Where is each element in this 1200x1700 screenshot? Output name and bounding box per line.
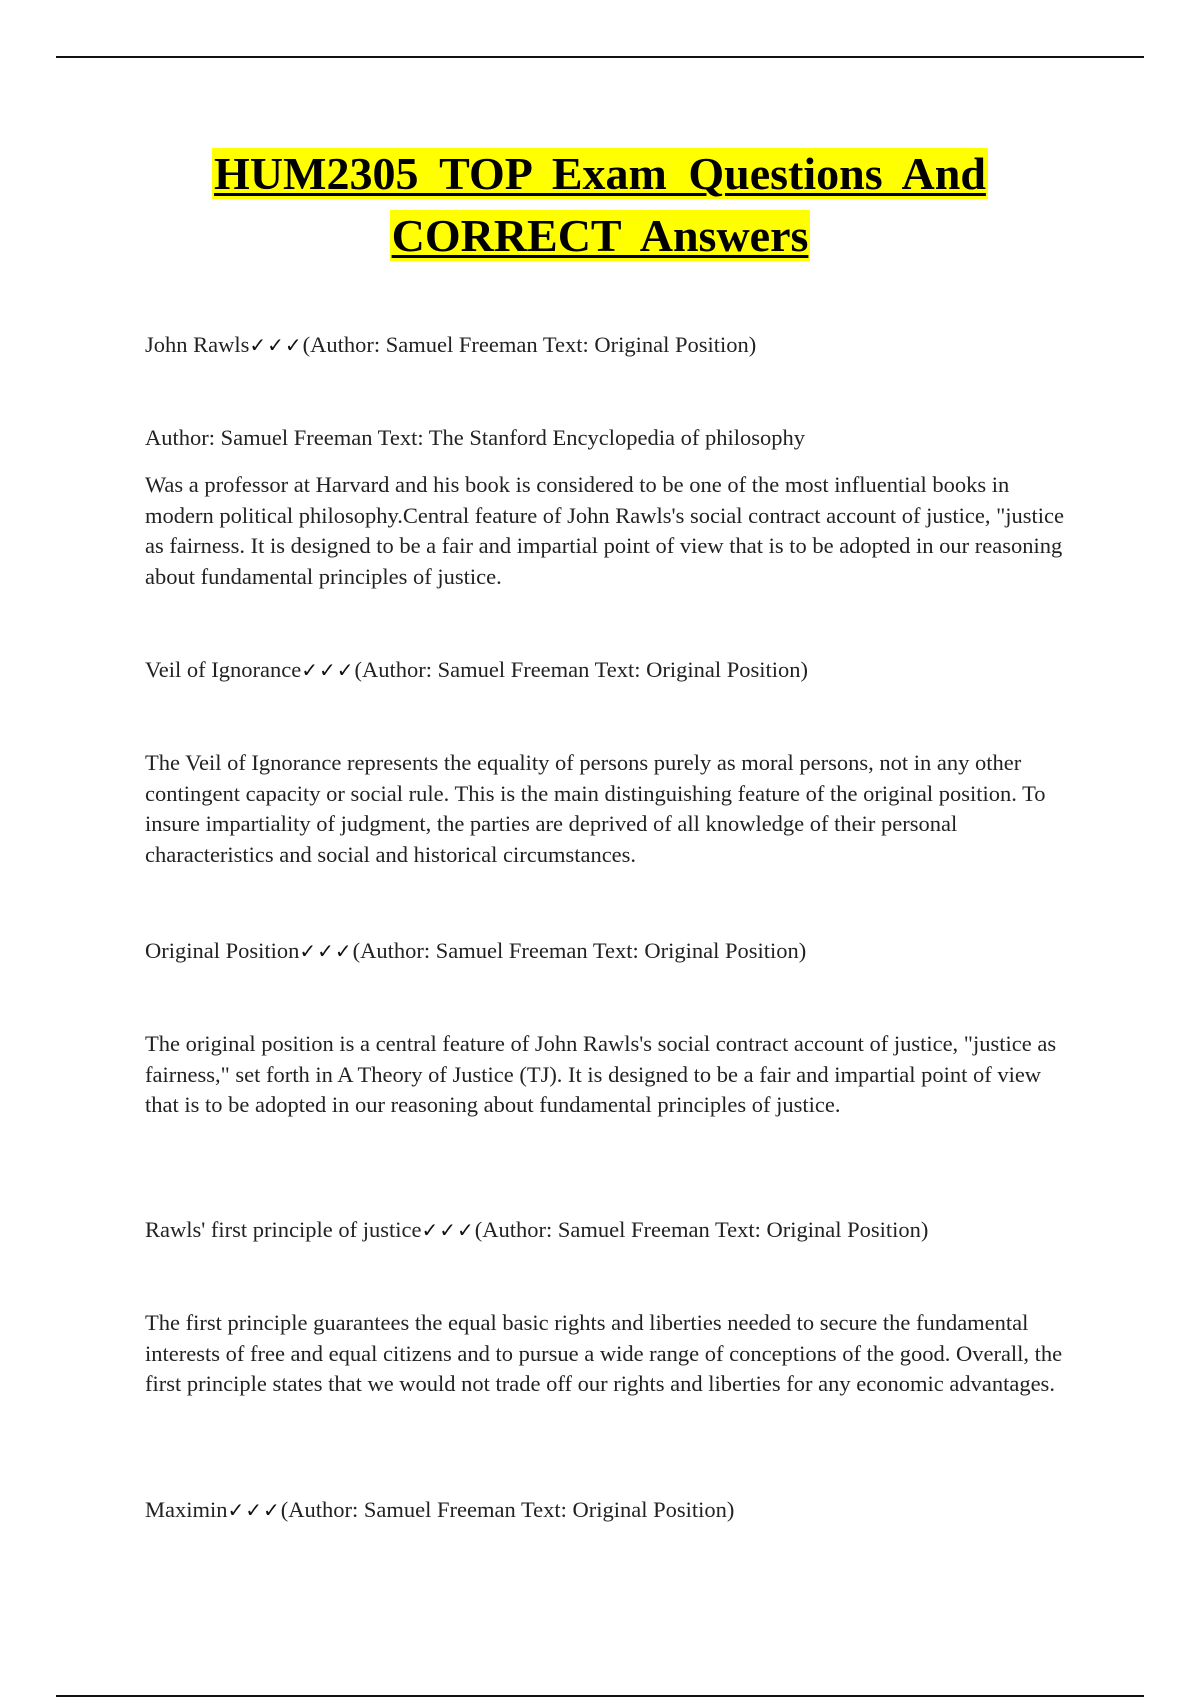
top-rule [56,56,1144,58]
question-source: (Author: Samuel Freeman Text: Original Position) [352,938,807,963]
answer-first-principle: The first principle guarantees the equal basic rights and liberties needed to secure the fundamental interests of free and equal citizens and to pursue a wide range of conceptions of the good. Overall, the first principle states that we would not trade off our rights and liberties for any economic advantages. [145,1310,1063,1396]
question-term: Veil of Ignorance [145,657,302,682]
question-term: Rawls' first principle of justice [145,1217,422,1242]
question-first-principle [145,1215,1065,1246]
question-john-rawls [145,330,1065,361]
question-maximin [145,1495,1065,1526]
checkmark-icon: ✓✓✓ [301,658,355,682]
question-term: John Rawls [145,332,250,357]
checkmark-icon: ✓✓✓ [299,939,353,963]
checkmark-icon: ✓✓✓ [421,1218,475,1242]
question-veil-of-ignorance [145,655,1065,686]
question-source: (Author: Samuel Freeman Text: Original Position) [354,657,809,682]
question-source: (Author: Samuel Freeman Text: Original Position) [280,1497,735,1522]
answer-veil-of-ignorance: The Veil of Ignorance represents the equality of persons purely as moral persons, not in any other contingent capacity or social rule. This is the main distinguishing feature of the original position. To insure impartiality of judgment, the parties are deprived of all knowledge of their personal characteristics and social and historical circumstances. [145,750,1046,867]
title-text: HUM2305 TOP Exam Questions And CORRECT Answers [214,148,986,261]
answer-john-rawls: Was a professor at Harvard and his book is considered to be one of the most influential books in modern political philosophy.Central feature of John Rawls's social contract account of justice, "justice as fairness. It is designed to be a fair and impartial point of view that is to be adopted in our reasoning about fundamental principles of justice. [145,472,1065,589]
page-title [120,143,1080,267]
question-source: (Author: Samuel Freeman Text: Original Position) [474,1217,929,1242]
question-term: Original Position [145,938,300,963]
question-original-position [145,936,1065,967]
question-source: (Author: Samuel Freeman Text: Original Position) [302,332,757,357]
question-term: Maximin [145,1497,228,1522]
answer-source-line: Author: Samuel Freeman Text: The Stanford Encyclopedia of philosophy [145,425,805,450]
checkmark-icon: ✓✓✓ [227,1498,281,1522]
checkmark-icon: ✓✓✓ [249,333,303,357]
bottom-rule [56,1695,1144,1697]
answer-original-position: The original position is a central feature of John Rawls's social contract account of justice, "justice as fairness," set forth in A Theory of Justice (TJ). It is designed to be a fair and impartial point of view that is to be adopted in our reasoning about fundamental principles of justice. [145,1031,1057,1117]
